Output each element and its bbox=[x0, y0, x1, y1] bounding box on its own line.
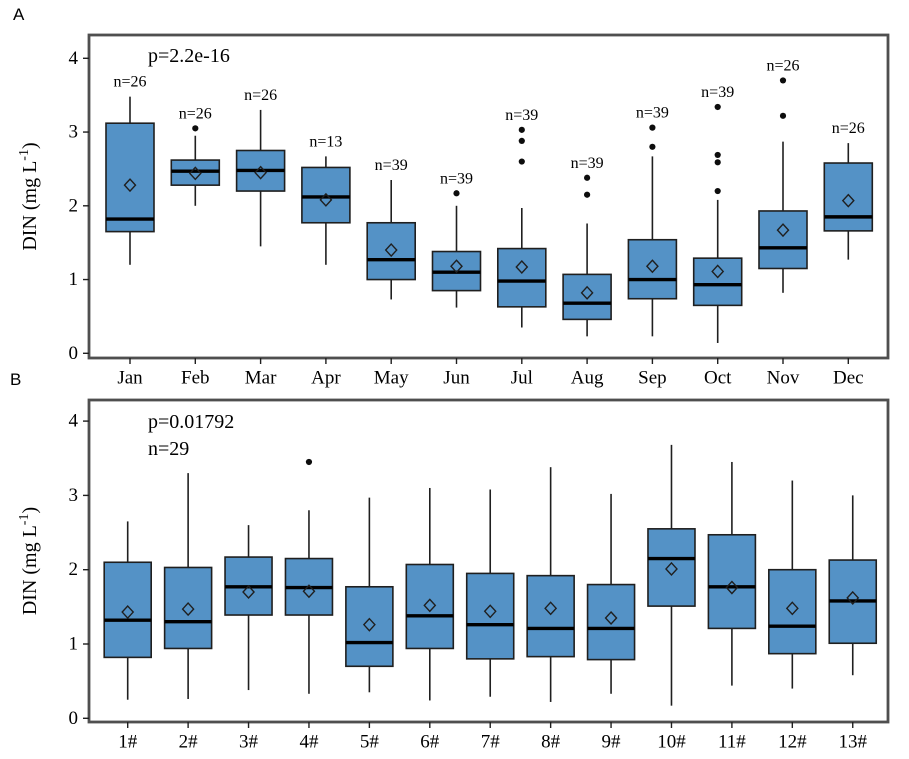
x-category-label-5#: 5# bbox=[359, 731, 379, 753]
box-2# bbox=[165, 567, 212, 648]
sample-size-label-Mar: n=26 bbox=[244, 86, 278, 104]
box-7# bbox=[467, 573, 514, 658]
box-10# bbox=[648, 529, 695, 606]
annotation-panelB-1: n=29 bbox=[148, 438, 190, 460]
plot-frame-panelA bbox=[89, 35, 888, 358]
x-category-label-Apr: Apr bbox=[311, 367, 341, 389]
sample-size-label-Aug: n=39 bbox=[570, 154, 604, 172]
box-Apr bbox=[302, 167, 350, 222]
box-May bbox=[367, 223, 415, 280]
x-category-label-Nov: Nov bbox=[766, 367, 800, 389]
outlier-dot-Oct bbox=[715, 188, 721, 194]
x-category-label-9#: 9# bbox=[601, 731, 621, 753]
x-category-label-11#: 11# bbox=[718, 731, 746, 753]
outlier-dot-Jun bbox=[453, 190, 459, 196]
outlier-dot-Oct bbox=[715, 104, 721, 110]
box-Aug bbox=[563, 274, 611, 319]
y-axis-title-panelB: DIN (mg $L^{-1}$) bbox=[17, 506, 41, 616]
x-category-label-Jul: Jul bbox=[510, 367, 533, 389]
y-tick-label-panelB: 0 bbox=[68, 707, 78, 729]
y-tick-label-panelB: 4 bbox=[68, 410, 78, 432]
y-axis-title-panelA: DIN (mg $L^{-1}$) bbox=[17, 142, 41, 251]
outlier-dot-Sep bbox=[649, 144, 655, 150]
box-Jul bbox=[498, 249, 546, 307]
x-category-label-6#: 6# bbox=[420, 731, 440, 753]
y-tick-label-panelB: 3 bbox=[68, 484, 78, 506]
outlier-dot-Jul bbox=[519, 158, 525, 164]
box-5# bbox=[346, 587, 393, 667]
box-Nov bbox=[759, 211, 807, 269]
x-category-label-13#: 13# bbox=[838, 731, 867, 753]
y-tick-label-panelB: 1 bbox=[68, 633, 78, 655]
box-6# bbox=[406, 564, 453, 648]
x-category-label-Oct: Oct bbox=[703, 367, 732, 389]
outlier-dot-Aug bbox=[584, 175, 590, 181]
x-category-label-Jan: Jan bbox=[117, 367, 143, 389]
x-category-label-Mar: Mar bbox=[244, 367, 277, 389]
x-category-label-Feb: Feb bbox=[181, 367, 210, 389]
plot-frame-panelB bbox=[89, 400, 888, 722]
outlier-dot-Oct bbox=[715, 159, 721, 165]
x-category-label-3#: 3# bbox=[239, 731, 259, 753]
sample-size-label-Jul: n=39 bbox=[505, 106, 539, 124]
outlier-dot-Jul bbox=[519, 138, 525, 144]
x-category-label-2#: 2# bbox=[178, 731, 198, 753]
sample-size-label-Nov: n=26 bbox=[766, 57, 800, 75]
panel-a-label: A bbox=[13, 5, 25, 24]
panel-b-label: B bbox=[10, 370, 22, 389]
x-category-label-8#: 8# bbox=[541, 731, 561, 753]
outlier-dot-Jul bbox=[519, 127, 525, 133]
y-tick-label-panelA: 1 bbox=[68, 269, 78, 291]
x-category-label-Jun: Jun bbox=[443, 367, 470, 389]
x-category-label-4#: 4# bbox=[299, 731, 319, 753]
box-1# bbox=[104, 562, 151, 657]
x-category-label-Sep: Sep bbox=[638, 367, 667, 389]
box-Dec bbox=[824, 163, 872, 231]
outlier-dot-Oct bbox=[715, 152, 721, 158]
outlier-dot-Feb bbox=[192, 125, 198, 131]
annotation-panelB-0: p=0.01792 bbox=[148, 411, 235, 433]
box-Jan bbox=[106, 123, 154, 231]
box-Sep bbox=[628, 240, 676, 299]
y-tick-label-panelA: 0 bbox=[68, 342, 78, 364]
outlier-dot-Nov bbox=[780, 77, 786, 83]
annotation-panelA-0: p=2.2e-16 bbox=[148, 45, 230, 67]
sample-size-label-Dec: n=26 bbox=[831, 120, 865, 138]
x-category-label-1#: 1# bbox=[118, 731, 138, 753]
x-category-label-Dec: Dec bbox=[833, 367, 864, 389]
x-category-label-7#: 7# bbox=[480, 731, 500, 753]
outlier-dot-Sep bbox=[649, 125, 655, 131]
y-tick-label-panelA: 4 bbox=[68, 47, 78, 69]
y-tick-label-panelA: 2 bbox=[68, 195, 78, 217]
sample-size-label-Feb: n=26 bbox=[178, 105, 212, 123]
x-category-label-10#: 10# bbox=[657, 731, 686, 753]
outlier-dot-Aug bbox=[584, 192, 590, 198]
sample-size-label-Apr: n=13 bbox=[309, 133, 343, 151]
box-8# bbox=[527, 576, 574, 657]
sample-size-label-Jan: n=26 bbox=[113, 73, 147, 91]
box-9# bbox=[588, 585, 635, 660]
y-tick-label-panelB: 2 bbox=[68, 559, 78, 581]
outlier-dot-4# bbox=[306, 459, 312, 465]
x-category-label-12#: 12# bbox=[778, 731, 807, 753]
sample-size-label-Jun: n=39 bbox=[439, 170, 474, 188]
sample-size-label-Oct: n=39 bbox=[701, 83, 735, 101]
x-category-label-Aug: Aug bbox=[570, 367, 604, 389]
sample-size-label-Sep: n=39 bbox=[635, 104, 669, 122]
sample-size-label-May: n=39 bbox=[374, 156, 408, 174]
outlier-dot-Nov bbox=[780, 113, 786, 119]
box-12# bbox=[769, 570, 816, 654]
x-category-label-May: May bbox=[373, 367, 409, 389]
y-tick-label-panelA: 3 bbox=[68, 121, 78, 143]
